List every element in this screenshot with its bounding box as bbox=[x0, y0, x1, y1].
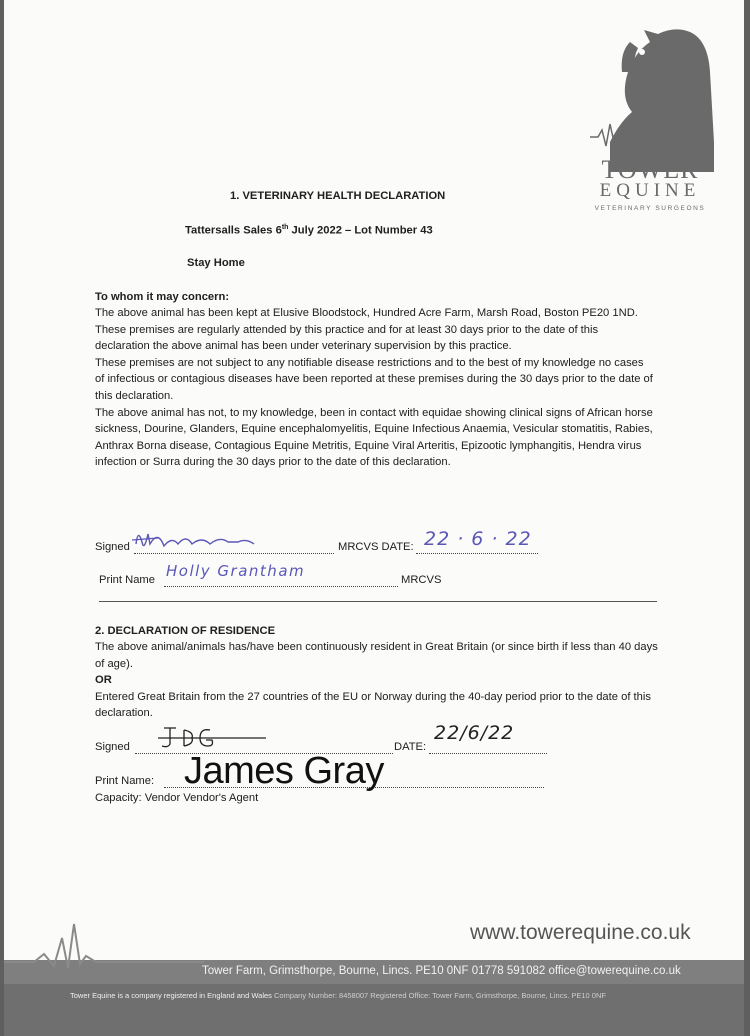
section-divider bbox=[99, 601, 657, 602]
section2-paragraph-1: The above animal/animals has/have been continuously resident in Great Britain (or since birth if less than 40 days of age). bbox=[95, 641, 658, 670]
horse-name: Stay Home bbox=[187, 257, 245, 269]
sale-prefix: Tattersalls Sales 6 bbox=[185, 224, 282, 237]
logo-name: TOWER bbox=[601, 155, 699, 184]
section1-paragraph-4: The above animal has not, to my knowledge, been in contact with equidae showing clinical signs of African horse sickness, Dourine, Glanders, Equine encephalomyelitis, Equine Infectious Anaemia, Vesicular stomatitis, Rabies, Anthrax Borna disease, Contagious Equine Metritis, Equine Viral Arteritis, Epizootic lymphangitis, Hendra virus infection or Surra during the 30 days prior to the date of this declaration. bbox=[95, 406, 653, 469]
vendor-date-label: DATE: bbox=[394, 741, 427, 753]
section1-heading: 1. VETERINARY HEALTH DECLARATION bbox=[230, 190, 446, 202]
vet-print-name-value: Holly Grantham bbox=[166, 562, 306, 580]
sale-suffix: July 2022 – Lot Number 43 bbox=[288, 224, 433, 237]
vet-print-name-label: Print Name bbox=[99, 574, 155, 586]
section1-body bbox=[95, 305, 655, 471]
logo-tagline: VETERINARY SURGEONS bbox=[594, 205, 706, 212]
sale-line bbox=[185, 220, 433, 239]
section1-paragraph-1: The above animal has been kept at Elusive Bloodstock, Hundred Acre Farm, Marsh Road, Boston PE20 1ND. bbox=[95, 307, 638, 319]
capacity-line: Capacity: Vendor Vendor's Agent bbox=[95, 792, 259, 804]
section2-paragraph-2: Entered Great Britain from the 27 countries of the EU or Norway during the 40-day period prior to the date of this declaration. bbox=[95, 690, 651, 720]
vet-signed-label: Signed bbox=[95, 541, 130, 553]
salutation: To whom it may concern: bbox=[95, 291, 230, 303]
vendor-signed-label: Signed bbox=[95, 741, 130, 753]
footer-reg-detail: Company Number: 8458007 Registered Office: Tower Farm, Grimsthorpe, Bourne, Lincs. PE10 0NF bbox=[271, 991, 606, 1000]
section1-paragraph-2: These premises are regularly attended by this practice and for at least 30 days prior to the date of this declaration the above animal has been under veterinary supervision by this practice. bbox=[95, 323, 599, 353]
section2-body bbox=[95, 639, 660, 722]
footer-website: www.towerequine.co.uk bbox=[470, 921, 691, 944]
footer-reg-main: Tower Equine is a company registered in England and Wales bbox=[70, 991, 272, 1000]
vendor-initials-signature bbox=[154, 722, 274, 752]
logo-name-second: EQUINE bbox=[599, 180, 701, 201]
mrcvs-date-value: 22 · 6 · 22 bbox=[424, 528, 532, 550]
mrcvs-date-label: MRCVS DATE: bbox=[338, 541, 414, 553]
section2-or: OR bbox=[95, 674, 112, 687]
vet-signature bbox=[128, 522, 268, 556]
mrcvs-label: MRCVS bbox=[401, 574, 442, 586]
section1-paragraph-3: These premises are not subject to any notifiable disease restrictions and to the best of my knowledge no cases of infectious or contagious diseases have been reported at these premises during the 30 days prior to the date of this declaration. bbox=[95, 356, 653, 402]
heartbeat-line-icon bbox=[4, 918, 204, 968]
vendor-date-value: 22/6/22 bbox=[434, 722, 515, 744]
document-page bbox=[4, 0, 744, 1036]
section2-heading: 2. DECLARATION OF RESIDENCE bbox=[95, 625, 276, 637]
vendor-print-name-label: Print Name: bbox=[95, 775, 155, 787]
vendor-print-name-value: James Gray bbox=[184, 750, 384, 792]
footer-registration bbox=[70, 991, 606, 1000]
sale-sup: th bbox=[281, 224, 289, 231]
footer-address: Tower Farm, Grimsthorpe, Bourne, Lincs. PE10 0NF 01778 591082 office@towerequine.co.uk bbox=[202, 965, 681, 977]
